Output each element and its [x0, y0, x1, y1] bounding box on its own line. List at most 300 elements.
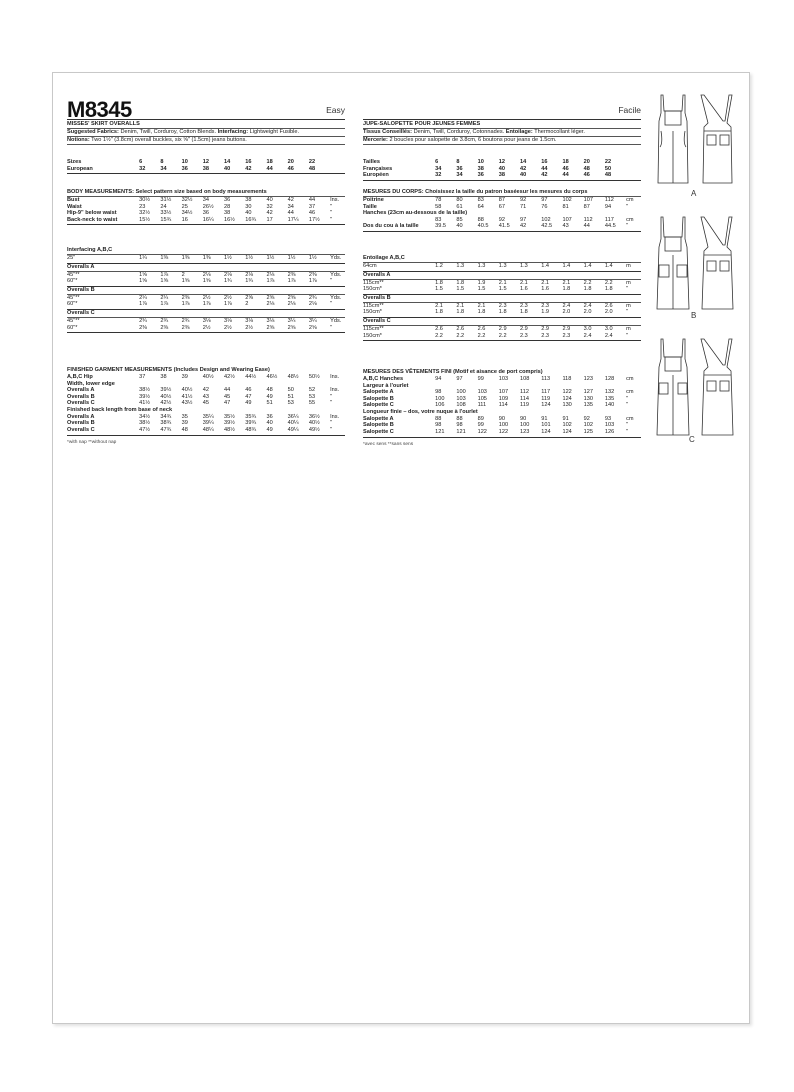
cell-value: 98 — [435, 422, 442, 429]
cell-value — [562, 210, 583, 217]
cell-value: 1.8 — [435, 279, 443, 286]
cell-value: 2½ — [202, 294, 211, 301]
cell-value: 49¼ — [287, 426, 299, 433]
cell-value: 15½ — [139, 216, 151, 223]
cell-value: 1¾ — [245, 278, 254, 285]
table-row — [363, 217, 641, 224]
cell-value: 107 — [562, 216, 572, 223]
cell-value: 34 — [160, 165, 167, 172]
cell-value: 48 — [604, 172, 612, 179]
row-label: 64cm — [363, 263, 377, 269]
cell-value: 36 — [266, 413, 273, 420]
cell-value: 83 — [477, 197, 484, 203]
row-label: 115cm** — [363, 279, 384, 286]
unit-label: " — [330, 278, 333, 285]
table-row — [363, 429, 641, 436]
unit-label: Ins. — [330, 387, 340, 394]
cell-value: 22 — [308, 159, 316, 165]
cell-value — [499, 210, 520, 217]
cell-value: 32 — [266, 203, 273, 210]
measurement-table — [67, 255, 345, 262]
cell-value: 40¼ — [287, 420, 299, 427]
cell-value: 91 — [562, 415, 569, 422]
cell-value: 2.3 — [520, 302, 528, 309]
interfacing-text: Lightweight Fusible. — [249, 129, 300, 135]
cell-value: 2.3 — [562, 332, 571, 339]
row-label: 60"* — [67, 278, 78, 285]
row-label: Overalls B — [67, 420, 95, 427]
cell-value: 1.5 — [435, 286, 443, 293]
cell-value: 39 — [181, 374, 188, 380]
cell-value: 35¾ — [245, 413, 257, 420]
cell-value: 2⅜ — [181, 294, 190, 301]
fabrics-label-fr: Tissus Conseillés: — [363, 129, 413, 135]
table-row — [363, 309, 641, 316]
cell-value: 99 — [477, 376, 484, 382]
row-label: 115cm** — [363, 325, 384, 332]
cell-value: 53 — [308, 393, 316, 400]
measurement-table — [363, 303, 641, 316]
cell-value: 44 — [541, 165, 548, 172]
body-measurements-table — [67, 197, 345, 223]
cell-value: 107 — [498, 389, 509, 396]
cell-value: 50 — [604, 165, 612, 172]
group-heading: Largeur à l'ourlet — [363, 382, 409, 389]
sizes-table-fr — [363, 159, 641, 179]
cell-value: 37 — [139, 374, 146, 380]
fabrics-text: Denim, Twill, Corduroy, Cotton Blends. — [120, 129, 217, 135]
cell-value: 2.9 — [520, 325, 528, 332]
cell-value: 47 — [224, 400, 231, 407]
unit-label: " — [330, 420, 333, 427]
group-heading: Longueur finie – dos, votre nuque à l'ourlet — [363, 408, 478, 415]
cell-value: 40 — [456, 223, 463, 230]
cell-value: 1½ — [266, 255, 275, 261]
cell-value: 1.5 — [498, 286, 507, 293]
table-row — [67, 301, 345, 308]
cell-value: 1⅞ — [308, 278, 317, 285]
cell-value — [584, 210, 605, 217]
cell-value: 121 — [456, 428, 466, 435]
divider — [363, 180, 641, 181]
cell-value: 124 — [562, 395, 572, 402]
cell-value: 1⅞ — [287, 278, 296, 285]
cell-value: 125 — [583, 428, 594, 435]
cell-value: 114 — [520, 395, 529, 402]
view-letter-a: A — [691, 189, 697, 198]
cell-value: 1¾ — [224, 278, 232, 285]
cell-value: 47 — [245, 393, 252, 400]
cell-value: 80 — [456, 197, 463, 203]
divider — [67, 332, 345, 333]
cell-value: 14 — [520, 159, 527, 165]
cell-value: 98 — [456, 422, 463, 429]
cell-value: 55 — [308, 400, 316, 407]
cell-value: 48 — [266, 387, 273, 394]
body-measurements-block-fr — [363, 189, 641, 232]
cell-value: 34½ — [181, 210, 193, 217]
unit-label — [626, 172, 641, 179]
cell-value: 49 — [266, 393, 273, 400]
cell-value: 36 — [456, 165, 463, 172]
cell-value: 3⅛ — [202, 317, 211, 324]
cell-value: 1.5 — [477, 286, 486, 293]
cell-value: 42 — [520, 165, 527, 172]
cell-value: 3¼ — [287, 317, 296, 324]
measurement-table — [363, 159, 641, 179]
yardage-groups — [67, 247, 345, 333]
cell-value: 102 — [541, 216, 551, 223]
cell-value: 130 — [562, 402, 572, 409]
cell-value: 1.8 — [583, 286, 592, 293]
cell-value: 46 — [308, 210, 316, 217]
cell-value: 2.3 — [498, 302, 507, 309]
row-label: 150cm* — [363, 286, 382, 293]
cell-value: 38 — [160, 374, 167, 380]
yardage-group-heading: Overalls C — [363, 317, 391, 324]
cell-value: 14 — [224, 159, 231, 165]
measurement-table — [67, 197, 345, 223]
cell-value: 40 — [245, 210, 252, 217]
cell-value: 1⅜ — [160, 255, 169, 261]
cell-value: 2⅜ — [308, 271, 317, 278]
cell-value: 88 — [435, 415, 442, 422]
cell-value: 2.0 — [583, 309, 592, 316]
cell-value: 2⅝ — [287, 324, 296, 331]
measurement-table — [363, 376, 641, 435]
divider — [363, 119, 641, 120]
table-row — [67, 204, 345, 211]
cell-value: 40 — [520, 172, 527, 179]
cell-value: 35 — [181, 413, 188, 420]
cell-value: 1.3 — [498, 263, 507, 269]
cell-value: 1.2 — [435, 263, 443, 269]
cell-value: 124 — [562, 428, 572, 435]
cell-value: 2½ — [224, 324, 232, 331]
cell-value: 45 — [224, 393, 231, 400]
cell-value: 117 — [604, 216, 614, 223]
cell-value: 89 — [477, 415, 484, 422]
cell-value: 1.8 — [520, 309, 528, 316]
table-row — [67, 325, 345, 332]
table-row — [363, 197, 641, 204]
row-label: 150cm* — [363, 332, 382, 339]
cell-value: 85 — [456, 216, 463, 223]
view-letter-c: C — [689, 435, 695, 444]
cell-value: 1.8 — [604, 286, 613, 293]
cell-value: 38 — [477, 165, 484, 172]
cell-value: 135 — [583, 402, 594, 409]
cell-value: 10 — [181, 159, 188, 165]
cell-value: 81 — [562, 203, 569, 210]
unit-label: Yds. — [330, 294, 342, 301]
cell-value: 93 — [604, 415, 612, 422]
cell-value: 43 — [562, 223, 569, 230]
row-label: 45"** — [67, 317, 80, 324]
cell-value: 2½ — [224, 294, 232, 301]
unit-label: " — [330, 426, 333, 433]
cell-value: 2.1 — [541, 279, 550, 286]
cell-value: 121 — [435, 428, 445, 435]
cell-value: 42½ — [160, 400, 172, 407]
cell-value: 51 — [266, 400, 273, 407]
view-letter-b: B — [691, 311, 697, 320]
cell-value: 8 — [160, 159, 164, 165]
cell-value: 1.9 — [541, 309, 550, 316]
body-measurements-heading: BODY MEASUREMENTS: Select pattern size based on body measurements — [67, 189, 267, 195]
cell-value: 2.1 — [562, 279, 571, 286]
cell-value: 48½ — [287, 374, 299, 380]
cell-value: 123 — [520, 428, 530, 435]
cell-value: 1.6 — [520, 286, 528, 293]
table-row — [67, 272, 345, 279]
row-label: Overalls C — [67, 400, 95, 407]
cell-value: 41½ — [139, 400, 151, 407]
cell-value: 38½ — [139, 387, 151, 394]
row-label: Overalls B — [67, 393, 95, 400]
cell-value: 47¾ — [160, 426, 172, 433]
unit-label: Yds. — [330, 317, 342, 324]
cell-value: 2.3 — [541, 332, 550, 339]
cell-value: 140 — [604, 402, 615, 409]
row-label: 45"** — [67, 271, 80, 278]
cell-value: 6 — [139, 159, 143, 165]
cell-value: 38 — [202, 165, 210, 172]
table-row — [363, 396, 641, 403]
cell-value: 100 — [520, 422, 530, 429]
interfacing-label-fr: Entoilage: — [505, 129, 533, 135]
cell-value: 46 — [562, 165, 569, 172]
unit-label: " — [626, 428, 629, 435]
cell-value: 102 — [562, 197, 572, 203]
notions-text-fr: 2 boucles pour salopette de 3.8cm, 6 boutons pour jeans de 1.5cm. — [389, 137, 557, 143]
cell-value: 34½ — [139, 413, 151, 420]
cell-value: 132 — [604, 389, 615, 396]
cell-value: 30 — [245, 203, 252, 210]
finished-groups — [67, 374, 345, 433]
pattern-number: M8345 — [67, 97, 132, 122]
sizes-block — [67, 159, 345, 174]
cell-value: 3.0 — [583, 325, 592, 332]
cell-value: 44 — [266, 165, 273, 172]
measurement-table — [67, 374, 345, 433]
yardage-block-fr — [363, 255, 641, 341]
cell-value: 40 — [224, 165, 231, 172]
cell-value: 67 — [498, 203, 506, 210]
cell-value: 64 — [477, 203, 484, 210]
cell-value: 41.5 — [498, 223, 510, 230]
cell-value: 36 — [202, 210, 210, 217]
cell-value: 49½ — [308, 426, 320, 433]
row-label: Bust — [67, 197, 80, 203]
cell-value: 53 — [287, 400, 294, 407]
cell-value: 2.1 — [498, 279, 507, 286]
cell-value: 16¾ — [245, 216, 257, 223]
divider — [67, 435, 345, 436]
unit-label — [626, 210, 641, 217]
table-row — [67, 374, 345, 381]
cell-value: 43 — [202, 393, 210, 400]
row-label: 45"** — [67, 294, 80, 301]
cell-value: 42 — [541, 172, 548, 179]
cell-value: 16¼ — [202, 216, 214, 223]
table-row — [363, 204, 641, 211]
cell-value: 1.8 — [477, 309, 486, 316]
garment-title: MISSES' SKIRT OVERALLS — [67, 121, 140, 127]
cell-value: 2.0 — [604, 309, 613, 316]
cell-value: 61 — [456, 203, 463, 210]
table-row — [363, 166, 641, 173]
interfacing-label: Interfacing: — [217, 129, 249, 135]
cell-value: 28 — [224, 203, 231, 210]
row-label: Salopette C — [363, 428, 394, 435]
cell-value: 24 — [160, 203, 167, 210]
row-label: Salopette C — [363, 402, 394, 409]
cell-value: 48¾ — [245, 426, 257, 433]
cell-value: 2.2 — [477, 332, 486, 339]
cell-value: 42 — [287, 197, 294, 203]
pattern-envelope-sheet — [52, 72, 750, 1024]
unit-label: Ins. — [330, 374, 340, 380]
cell-value — [605, 210, 626, 217]
cell-value: 2.2 — [456, 332, 465, 339]
cell-value: 103 — [498, 376, 509, 382]
cell-value: 38 — [245, 197, 252, 203]
cell-value: 92 — [583, 415, 590, 422]
cell-value: 2.1 — [456, 302, 465, 309]
cell-value: 2⅛ — [224, 271, 232, 278]
unit-label: cm — [626, 389, 634, 396]
notions-line-fr — [363, 137, 641, 144]
unit-label: " — [626, 395, 629, 402]
cell-value: 38 — [224, 210, 231, 217]
cell-value: 18 — [266, 159, 273, 165]
group-heading: Finished back length from base of neck — [67, 406, 173, 413]
cell-value: 90 — [520, 415, 527, 422]
view-b-illustration — [649, 213, 741, 321]
cell-value: 35¼ — [202, 413, 214, 420]
cell-value: 2.6 — [604, 302, 613, 309]
divider — [67, 119, 345, 120]
cell-value: 37 — [308, 203, 316, 210]
cell-value: 76 — [541, 203, 548, 210]
cell-value: 119 — [520, 402, 529, 409]
cell-value: 44 — [308, 197, 316, 203]
notions-text: Two 1½" (3.8cm) overall buckles, six ⅝" (1.5cm) jeans buttons. — [91, 137, 247, 143]
cell-value: 1.3 — [456, 263, 465, 269]
cell-value: 2⅜ — [181, 324, 190, 331]
cell-value: 2.9 — [498, 325, 507, 332]
cell-value: 2⅛ — [287, 301, 296, 308]
row-label: Overalls A — [67, 387, 95, 394]
cell-value: 48 — [308, 165, 316, 172]
unit-label: " — [626, 286, 629, 293]
cell-value: 42½ — [224, 374, 235, 380]
cell-value: 2⅝ — [266, 294, 275, 301]
cell-value: 50½ — [308, 374, 320, 380]
table-row — [67, 420, 345, 427]
cell-value: 30½ — [139, 197, 151, 203]
cell-value: 43½ — [181, 400, 193, 407]
cell-value: 2.2 — [498, 332, 507, 339]
fabrics-line-fr — [363, 129, 641, 136]
cell-value: 34 — [435, 165, 442, 172]
cell-value: 48¼ — [202, 426, 214, 433]
cell-value: 16 — [181, 216, 188, 223]
unit-label: Yds. — [330, 271, 342, 278]
cell-value: 58 — [435, 203, 442, 210]
cell-value: 1⅝ — [139, 278, 147, 285]
cell-value: 88 — [456, 415, 463, 422]
yardage-group-heading: Overalls B — [67, 286, 95, 293]
cell-value: 2.1 — [435, 302, 443, 309]
cell-value: 50 — [287, 387, 294, 394]
cell-value: 1⅝ — [160, 278, 169, 285]
table-row — [67, 427, 345, 434]
cell-value: 2 — [181, 271, 185, 278]
cell-value: 97 — [456, 376, 463, 382]
unit-label — [330, 159, 345, 166]
unit-label: Ins. — [330, 413, 340, 420]
cell-value: 1½ — [287, 255, 296, 261]
divider — [67, 173, 345, 174]
cell-value: 34¾ — [160, 413, 172, 420]
row-label: Overalls C — [67, 426, 95, 433]
cell-value: 1⅜ — [181, 255, 190, 261]
overalls-view-b-drawing — [649, 213, 741, 321]
cell-value: 1½ — [308, 255, 317, 261]
cell-value: 113 — [541, 376, 551, 382]
table-row — [363, 376, 641, 383]
yardage-group-heading: Interfacing A,B,C — [67, 247, 113, 253]
unit-label: " — [330, 203, 333, 210]
cell-value: 41½ — [181, 393, 193, 400]
cell-value: 33½ — [160, 210, 172, 217]
cell-value: 2.1 — [477, 302, 486, 309]
cell-value: 108 — [520, 376, 530, 382]
table-row — [363, 280, 641, 287]
row-label: Overalls A — [67, 413, 95, 420]
unit-label: cm — [626, 376, 634, 382]
table-row — [67, 278, 345, 285]
measurement-table — [67, 318, 345, 331]
cell-value: 1⅞ — [224, 301, 232, 308]
cell-value: 42 — [520, 223, 527, 230]
cell-value: 2.3 — [541, 302, 550, 309]
yardage-group-heading: Overalls A — [363, 271, 391, 278]
cell-value: 2.0 — [562, 309, 571, 316]
row-label: 25" — [67, 255, 76, 261]
unit-label: " — [330, 210, 333, 217]
row-label: Salopette A — [363, 389, 394, 396]
cell-value: 6 — [435, 159, 439, 165]
unit-label: " — [626, 402, 629, 409]
cell-value: 38 — [498, 172, 506, 179]
cell-value: 97 — [541, 197, 548, 203]
table-row — [67, 387, 345, 394]
overalls-view-a-drawing — [649, 91, 741, 199]
cell-value: 103 — [604, 422, 615, 429]
cell-value: 1⅝ — [181, 278, 190, 285]
table-row — [363, 223, 641, 230]
unit-label: " — [626, 309, 629, 316]
cell-value: 101 — [541, 422, 551, 429]
cell-value: 97 — [520, 216, 527, 223]
body-measurements-heading-fr: MESURES DU CORPS: Choisissez la taille du patron baséesur les mesures du corps — [363, 189, 588, 195]
cell-value: 2.4 — [583, 332, 592, 339]
cell-value: 2.9 — [541, 325, 550, 332]
fabrics-text-fr: Denim, Twill, Corduroy, Cotonnades. — [413, 129, 505, 135]
